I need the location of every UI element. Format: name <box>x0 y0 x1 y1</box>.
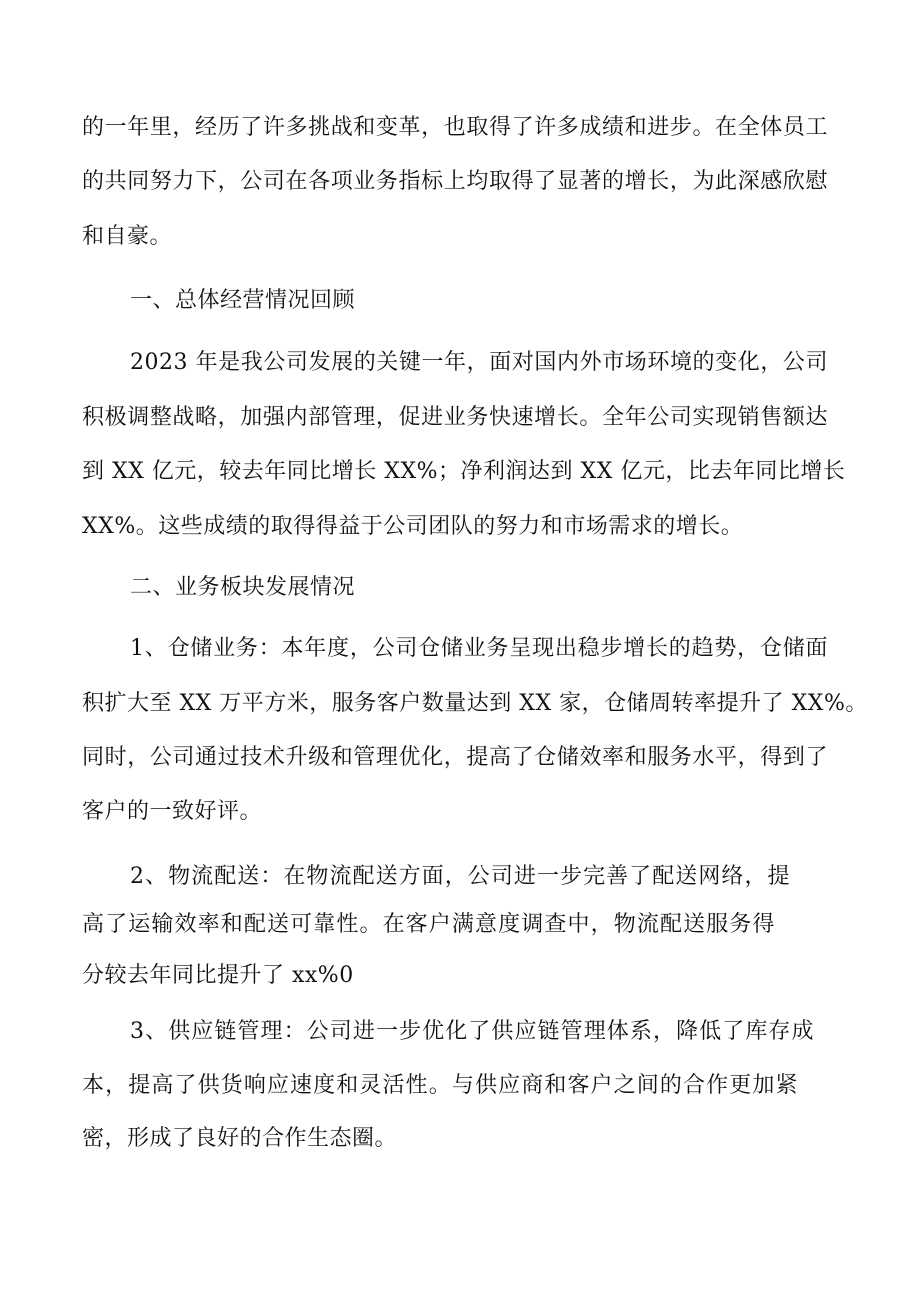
intro-line-1: 的一年里，经历了许多挑战和变革，也取得了许多成绩和进步。在全体员工 <box>82 115 828 140</box>
section-1-heading: 一、总体经营情况回顾 <box>130 288 356 313</box>
intro-line-2: 的共同努力下，公司在各项业务指标上均取得了显著的增长，为此深感欣慰 <box>82 169 828 194</box>
item-3-line-3: 密，形成了良好的合作生态圈。 <box>82 1126 398 1151</box>
section-1-line-1: 2023 年是我公司发展的关键一年，面对国内外市场环境的变化，公司 <box>130 350 828 375</box>
item-2-line-1: 2、物流配送：在物流配送方面，公司进一步完善了配送网络，提 <box>130 864 790 889</box>
item-1-line-4: 客户的一致好评。 <box>82 799 263 824</box>
section-1-line-3: 到 XX 亿元，较去年同比增长 XX%；净利润达到 XX 亿元，比去年同比增长 <box>82 459 846 484</box>
item-1-line-1: 1、仓储业务：本年度，公司仓储业务呈现出稳步增长的趋势，仓储面 <box>130 636 828 661</box>
section-1-line-4: XX%。这些成绩的取得得益于公司团队的努力和市场需求的增长。 <box>82 514 744 539</box>
item-3-line-1: 3、供应链管理：公司进一步优化了供应链管理体系，降低了库存成 <box>130 1019 814 1044</box>
intro-line-3: 和自豪。 <box>82 224 173 249</box>
item-1-line-2: 积扩大至 XX 万平方米，服务客户数量达到 XX 家，仓储周转率提升了 XX%。 <box>82 691 868 716</box>
item-3-line-2: 本，提高了供货响应速度和灵活性。与供应商和客户之间的合作更加紧 <box>82 1073 798 1098</box>
item-2-line-2: 高了运输效率和配送可靠性。在客户满意度调查中，物流配送服务得 <box>82 912 775 937</box>
section-1-line-2: 积极调整战略，加强内部管理，促进业务快速增长。全年公司实现销售额达 <box>82 405 828 430</box>
section-2-heading: 二、业务板块发展情况 <box>130 575 356 600</box>
item-1-line-3: 同时，公司通过技术升级和管理优化，提高了仓储效率和服务水平，得到了 <box>82 745 828 770</box>
item-2-line-3: 分较去年同比提升了 xx%0 <box>82 963 354 988</box>
